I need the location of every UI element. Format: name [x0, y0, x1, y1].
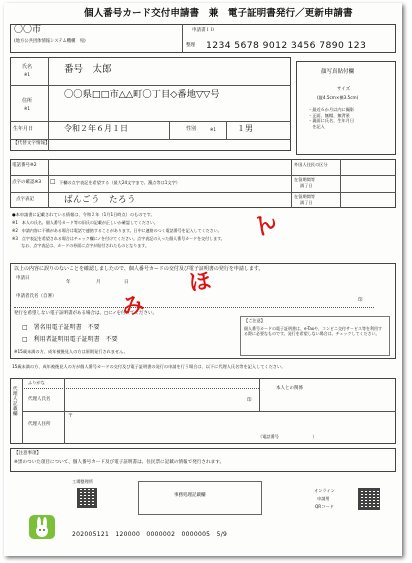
residence-expiry-1-label: 在留期間等: [294, 177, 315, 182]
signature-label: 申請者氏名（自署）: [16, 294, 57, 299]
sex-label: 性別: [186, 126, 197, 132]
phone-label: 電話番号※2: [12, 163, 37, 168]
photo-title: 顔写真貼付欄: [321, 69, 355, 75]
rabbit-icon: [29, 515, 55, 539]
date-month: 月: [96, 280, 101, 285]
birth-date-value: 令和２年６月１日: [64, 124, 128, 133]
braille-checkbox[interactable]: □: [50, 178, 56, 185]
application-id-prefix: 整理: [186, 43, 195, 48]
note-1: ※1 本人の氏名、個人番号カード等の旧氏の記載が正しいか確認してください。: [12, 220, 158, 225]
photo-notes: ・最近６か月以内に撮影 ・正面、無帽、無背景 ・裏面に氏名、生年月日 を記入: [308, 107, 355, 130]
user-certificate-optout[interactable]: □ 利用者証明用電子証明書 不要: [22, 336, 118, 343]
online-label-2: 申請用: [317, 496, 330, 501]
notes-title: ●本申請書に記載されている情報は、令和２年（1月1日時点）のものです。: [12, 212, 155, 217]
agent-relation-label: 本人との関係: [276, 386, 303, 391]
agent-side-label: 代理人記載欄: [13, 387, 18, 417]
birth-date-label: 生年月日: [13, 126, 34, 132]
signature-certificate-optout[interactable]: □ 署名用電子証明書 不要: [22, 324, 100, 331]
name-value: 番号 太郎: [64, 64, 112, 75]
factory-label: 工場整理所: [72, 479, 93, 484]
organization-note: (地方公共団体情報システム機構 宛): [14, 39, 86, 44]
declaration-text: 以上の内容に誤りのないことを確認しましたので、個人番号カードの交付及び電子証明書の発行を申請します。: [14, 266, 264, 272]
braille-description: 下欄の点字表記を希望する（最大24文字まで。濁点等は1文字）: [59, 180, 180, 185]
agent-furigana-label: ふりがな: [28, 380, 45, 385]
handwriting-mi: み: [119, 291, 147, 321]
stamp-label: 印: [358, 298, 363, 303]
note-2: ※2 申請内容に不備がある場合は電話で連絡することがあります。日中に連絡のつく電話番号を記入してください。: [12, 228, 222, 233]
residence-expiry-2-label: 在留期間等: [294, 194, 315, 199]
form-title: 個人番号カード交付申請書 兼 電子証明書発行／更新申請書: [84, 8, 353, 19]
certificate-note: ※15歳未満の方、成年被後見人の方は原則発行されません。: [14, 349, 128, 354]
date-day: 日: [124, 280, 129, 285]
processing-label: 事務処理記載欄: [174, 493, 206, 498]
application-id-number: 1234 5678 9012 3456 7890 123: [206, 40, 367, 51]
application-form-paper: [4, 3, 402, 556]
address-value: 〇〇県□□市△△町〇丁目◇番地▽▽号: [64, 89, 220, 100]
application-id-label: 申請書ＩＤ: [192, 28, 215, 33]
certificate-info-title: 【ご注意】: [244, 318, 265, 323]
certificate-heading: 発行を希望しない電子証明書がある場合は、□に✓を付けてください。: [14, 311, 158, 316]
note-3b: なお、点字表記は、カードの券面に点字が貼付されたものとなります。: [12, 243, 149, 248]
online-label-3: QRコード: [315, 504, 334, 509]
online-label-1: オンライン: [314, 488, 335, 493]
footer-numbers: 202005121 120000 0000002 0000005 5/9: [72, 531, 228, 538]
address-label: 住所: [22, 98, 33, 104]
substitute-character-label: 【代替文字情報】: [13, 141, 50, 146]
sex-note: ※1: [210, 127, 216, 132]
agent-phone-label: （電話番号 ）: [258, 434, 317, 439]
personal-info-block: [10, 57, 291, 151]
agent-zip-prefix: 〒: [68, 413, 74, 419]
caution-text: ※黒のついた項目について、個人番号カード及び電子証明書は、住民票に記載の情報で発行されます。: [14, 460, 225, 465]
online-qr-code: [358, 488, 380, 510]
note-3: ※3 点字表記を希望される場合はチェック欄に✓を付けてください。点字表記の入った個人番号カードを交付します。: [12, 236, 225, 241]
agent-stamp-label: 印: [247, 398, 252, 403]
residence-expiry-2-sub: 満了日: [300, 200, 313, 205]
caution-title: 【注意事項】: [14, 451, 41, 456]
residence-expiry-1-sub: 満了日: [300, 183, 313, 188]
braille-notation-value: ばんごう たろう: [64, 195, 137, 205]
municipality-name: 〇〇市: [14, 25, 42, 35]
agent-name-label: 代理人氏名: [28, 397, 51, 402]
photo-size-value: (縦4.5cm×横3.5cm): [317, 95, 359, 100]
mascot-logo: [29, 515, 55, 539]
photo-size-label: サイズ: [337, 87, 351, 92]
address-note: ※1: [24, 106, 30, 111]
foreign-resident-label: 外国人住民の区分: [294, 162, 328, 167]
factory-qr-code: [77, 488, 97, 508]
braille-notation-label: 点字表記: [16, 197, 34, 202]
date-year: 年: [66, 280, 71, 285]
sex-value: １男: [237, 124, 253, 133]
agent-intro: 15歳未満の方、成年被後見人の方が個人番号カードの交付及び電子証明書の発行の申請を行う場合は、以下に代理人氏名等を記入してください。: [12, 364, 286, 369]
handwriting-n: ん: [248, 206, 282, 242]
application-date-label: 申請日: [16, 276, 30, 281]
name-note: ※1: [24, 72, 30, 77]
agent-address-label: 代理人住所: [28, 422, 51, 427]
name-label: 氏名: [22, 64, 33, 70]
braille-check-label: 点字の確認※3: [12, 180, 42, 185]
certificate-info-text: 個人番号カードの電子証明書は、e-Taxや、コンビニ交付サービス等を利用する際に必要なものです。発行を希望しない場合は、チェックしてください。: [244, 326, 383, 337]
handwriting-ho: ほ: [187, 267, 213, 297]
